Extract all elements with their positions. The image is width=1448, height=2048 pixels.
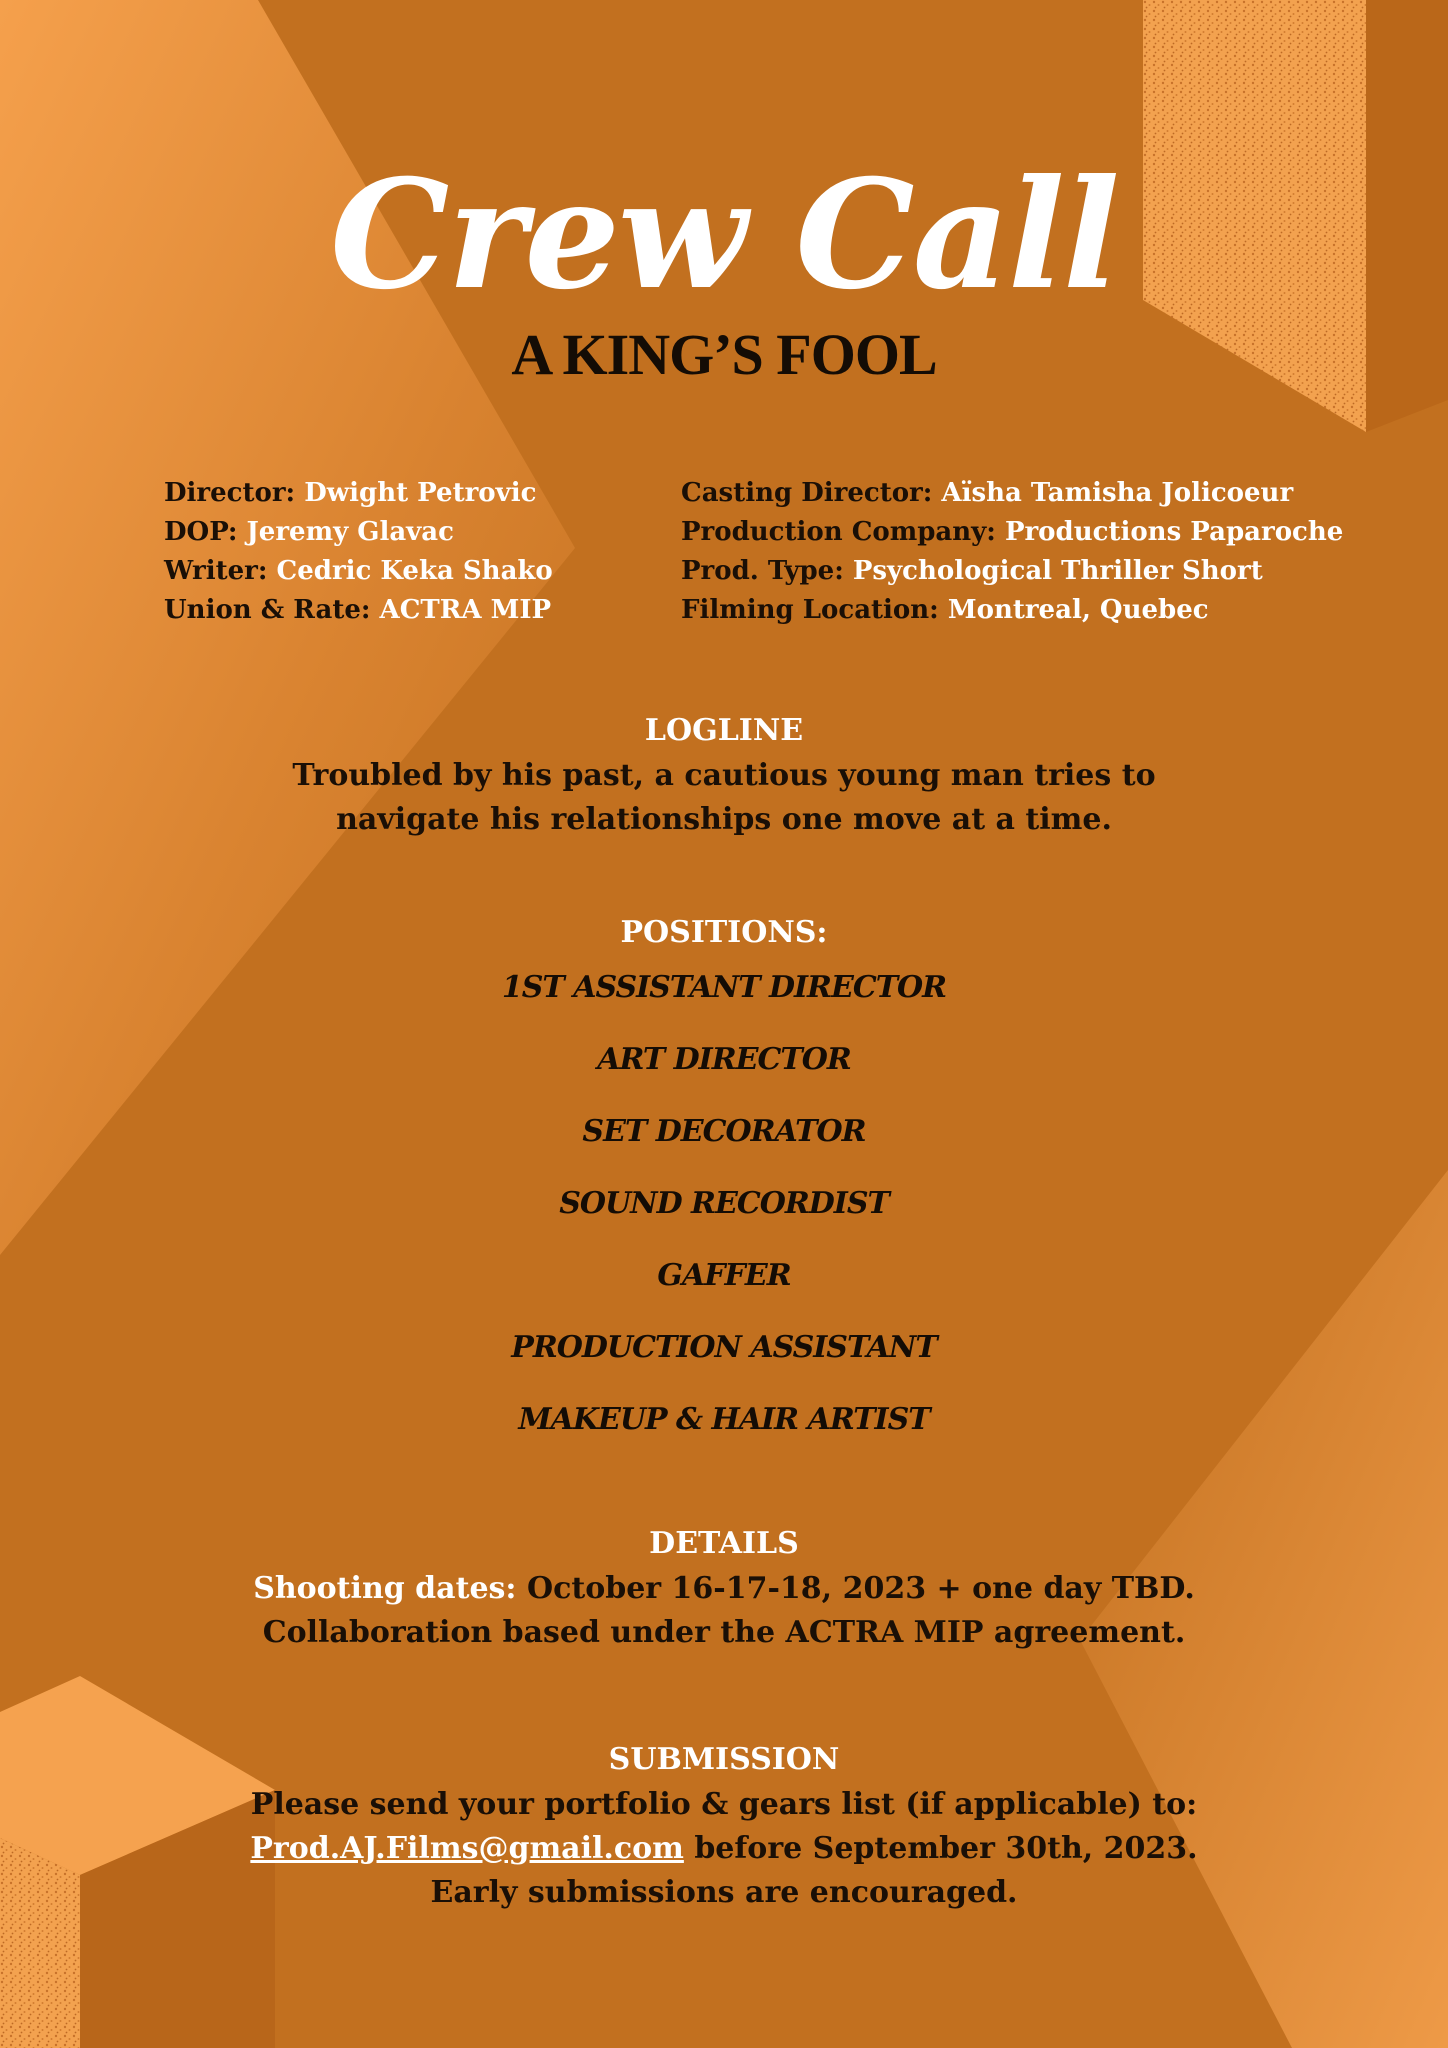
credit-value: Aïsha Tamisha Jolicoeur bbox=[941, 478, 1294, 508]
credit-value: Cedric Keka Shako bbox=[276, 556, 553, 586]
credit-production-company bbox=[681, 513, 1343, 552]
credit-value: Psychological Thriller Short bbox=[852, 556, 1263, 586]
credit-label: DOP: bbox=[164, 517, 238, 547]
credit-value: Montreal, Quebec bbox=[947, 595, 1209, 625]
credit-value: Jeremy Glavac bbox=[246, 517, 454, 547]
poster-subtitle: A KING’S FOOL bbox=[511, 322, 937, 387]
credit-label: Production Company: bbox=[681, 517, 996, 547]
position-item: PRODUCTION ASSISTANT bbox=[511, 1330, 937, 1365]
logline-line: navigate his relationships one move at a time. bbox=[336, 802, 1112, 837]
details-heading: DETAILS bbox=[649, 1526, 799, 1561]
shooting-dates-line bbox=[0, 1567, 1448, 1611]
details-text bbox=[0, 1567, 1448, 1655]
logline-text bbox=[0, 754, 1448, 842]
position-item: 1ST ASSISTANT DIRECTOR bbox=[501, 970, 947, 1005]
logline-heading: LOGLINE bbox=[644, 713, 804, 748]
submission-line: Early submissions are encouraged. bbox=[430, 1875, 1018, 1910]
credit-value: Productions Paparoche bbox=[1004, 517, 1344, 547]
credit-dop bbox=[164, 513, 553, 552]
submission-text bbox=[0, 1783, 1448, 1915]
credit-label: Filming Location: bbox=[681, 595, 939, 625]
submission-email-line bbox=[0, 1827, 1448, 1871]
shooting-dates-value: October 16-17-18, 2023 + one day TBD. bbox=[526, 1571, 1195, 1606]
submission-deadline: before September 30th, 2023. bbox=[683, 1831, 1198, 1866]
position-item: ART DIRECTOR bbox=[597, 1042, 851, 1077]
credit-writer bbox=[164, 552, 553, 591]
submission-line: Please send your portfolio & gears list (if applicable) to: bbox=[250, 1787, 1198, 1822]
positions-heading: POSITIONS: bbox=[620, 915, 828, 950]
credit-label: Writer: bbox=[164, 556, 268, 586]
credit-prod-type bbox=[681, 552, 1343, 591]
submission-heading: SUBMISSION bbox=[608, 1742, 840, 1777]
credit-label: Casting Director: bbox=[681, 478, 933, 508]
credit-casting-director bbox=[681, 474, 1343, 513]
logline-line: Troubled by his past, a cautious young man tries to bbox=[292, 758, 1156, 793]
credit-value: Dwight Petrovic bbox=[304, 478, 537, 508]
shooting-dates-label: Shooting dates: bbox=[253, 1571, 517, 1606]
positions-list bbox=[0, 966, 1448, 1470]
credits-left-column bbox=[164, 474, 553, 630]
credit-label: Union & Rate: bbox=[164, 595, 371, 625]
credit-value: ACTRA MIP bbox=[379, 595, 552, 625]
credit-label: Prod. Type: bbox=[681, 556, 844, 586]
position-item: MAKEUP & HAIR ARTIST bbox=[518, 1402, 930, 1437]
credit-filming-location bbox=[681, 591, 1343, 630]
submission-email-link[interactable]: Prod.AJ.Films@gmail.com bbox=[250, 1831, 684, 1866]
details-line: Collaboration based under the ACTRA MIP agreement. bbox=[262, 1615, 1186, 1650]
credits-right-column bbox=[681, 474, 1343, 630]
poster-title: Crew Call bbox=[330, 147, 1118, 323]
credit-label: Director: bbox=[164, 478, 296, 508]
position-item: SOUND RECORDIST bbox=[559, 1186, 889, 1221]
credit-union-rate bbox=[164, 591, 553, 630]
position-item: GAFFER bbox=[657, 1258, 791, 1293]
position-item: SET DECORATOR bbox=[582, 1114, 866, 1149]
credit-director bbox=[164, 474, 553, 513]
